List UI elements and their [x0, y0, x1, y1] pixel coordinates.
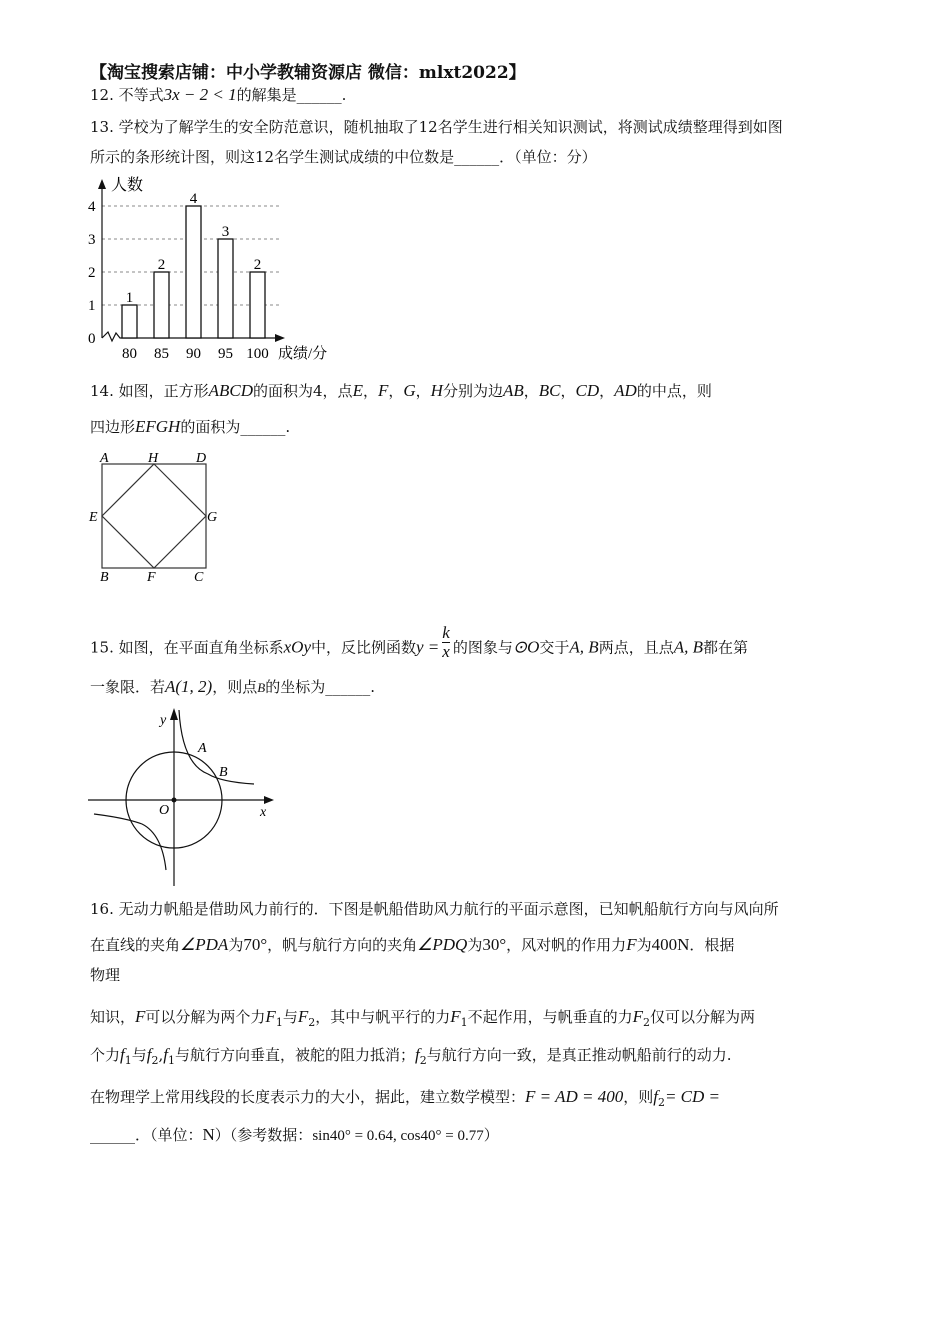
- label-b: B: [219, 765, 228, 780]
- q16-line6: [90, 1086, 720, 1114]
- q16-text: ，其中与帆平行的力: [315, 1008, 451, 1026]
- y-tick-label: 3: [88, 232, 96, 248]
- bar: [250, 272, 265, 338]
- q14-cd: CD: [575, 381, 600, 400]
- q13-line2: 所示的条形统计图，则这12名学生测试成绩的中位数是______．（单位：分）: [90, 148, 597, 166]
- q15-ab: A, B: [569, 637, 599, 657]
- q15-text: 的图象与: [452, 638, 513, 657]
- q14-f: F: [377, 381, 389, 400]
- label-e: E: [89, 510, 98, 525]
- q14-e: E: [352, 381, 363, 400]
- bar-chart: [85, 175, 365, 365]
- q16-sub: 2: [657, 1096, 665, 1109]
- q15-text: 的坐标为______.: [265, 678, 375, 696]
- y-axis-arrow: [170, 708, 178, 720]
- q16-line3: 物理: [90, 966, 121, 984]
- q16-sub: 1: [124, 1054, 132, 1067]
- q14-text: 的面积为4，点: [253, 382, 353, 400]
- q15-text: ，则点: [212, 678, 258, 696]
- q16-text: 为: [467, 936, 483, 954]
- q15-xoy: xOy: [283, 637, 311, 657]
- q12-suffix: 的解集是______.: [236, 86, 347, 104]
- x-tick-labels: [122, 346, 269, 362]
- q16-pdq: ∠PDQ: [417, 935, 468, 954]
- data-label: 2: [253, 257, 262, 273]
- label-f: F: [147, 570, 156, 585]
- label-y: y: [160, 713, 167, 728]
- q16-text: ，则: [623, 1088, 654, 1106]
- q14-text: 的面积为______.: [180, 418, 291, 436]
- q16-sub: 2: [151, 1054, 159, 1067]
- q16-pda: ∠PDA: [180, 935, 229, 954]
- q15-text: 交于: [539, 638, 570, 657]
- data-label: 2: [157, 257, 166, 273]
- q16-text: 可以分解为两个力: [145, 1008, 266, 1026]
- q16-text: 在物理学上常用线段的长度表示力的大小，据此，建立数学模型：: [90, 1088, 526, 1106]
- q14-sep: ，: [362, 382, 378, 400]
- q16-f2: F: [297, 1007, 309, 1026]
- bar: [186, 206, 201, 338]
- q16-sub: 1: [275, 1016, 283, 1029]
- square-diagram: [86, 448, 226, 588]
- q16-text: 与航行方向一致，是真正推动帆船前行的动力.: [426, 1046, 732, 1064]
- header-banner: 【淘宝搜索店铺：中小学教辅资源店 微信：mlxt2022】: [90, 63, 526, 83]
- q12-expression: 3x − 2 < 1: [163, 85, 237, 104]
- q16-f1s: f: [120, 1045, 125, 1064]
- label-h: H: [148, 451, 159, 466]
- y-tick-label: 4: [88, 199, 96, 215]
- label-c: C: [194, 570, 204, 585]
- q14-text: 的中点，则: [636, 382, 712, 400]
- q16-text: ）（参考数据：: [214, 1126, 313, 1144]
- q14-text: 四边形: [90, 418, 136, 436]
- q15-y: y =: [416, 637, 440, 657]
- q14-sep: ，: [560, 382, 576, 400]
- q16-text: 仅可以分解为两: [650, 1008, 756, 1026]
- q14-sep: ，: [415, 382, 431, 400]
- q16-line2: [90, 934, 734, 956]
- q16-f: F: [626, 935, 637, 954]
- q16-text: 与航行方向垂直，被舵的阻力抵消；: [175, 1046, 416, 1064]
- q14-sep: ，: [388, 382, 404, 400]
- q16-text: 与: [282, 1008, 298, 1026]
- q15-k: k: [442, 623, 450, 642]
- q14-sep: ，: [599, 382, 615, 400]
- q15-text: 中，反比例函数: [311, 638, 417, 657]
- q16-cd: = CD =: [664, 1087, 721, 1106]
- q16-f2s: f: [653, 1087, 658, 1106]
- q15-b: B: [257, 680, 266, 695]
- bar: [122, 305, 137, 338]
- q16-text: ，帆与航行方向的夹角: [267, 936, 418, 954]
- q16-model: F = AD = 400: [525, 1087, 624, 1106]
- q16-sub: 2: [308, 1016, 316, 1029]
- q16-text: 知识，: [90, 1008, 136, 1026]
- q16-text: 个力: [90, 1046, 121, 1064]
- x-axis-arrow: [264, 796, 274, 804]
- q15-x: x: [442, 642, 450, 661]
- q16-f1: F: [265, 1007, 276, 1026]
- q16-text: 不起作用，与帆垂直的力: [467, 1008, 633, 1026]
- q12-prefix: 12. 不等式: [90, 86, 164, 104]
- q16-text: ______．（单位：: [90, 1126, 203, 1144]
- q16-text: 与: [131, 1046, 147, 1064]
- q15-text: 15. 如图，在平面直角坐标系: [90, 638, 284, 657]
- bars: [122, 206, 265, 338]
- q16-sub: 1: [460, 1016, 468, 1029]
- q16-text: ）: [483, 1126, 499, 1144]
- q14-text: 14. 如图，正方形: [90, 382, 209, 400]
- y-axis-label: 人数: [111, 177, 144, 194]
- q16-f2s: f: [146, 1045, 152, 1064]
- q16-70: 70°: [243, 935, 268, 954]
- q14-abcd: ABCD: [208, 381, 254, 400]
- y-tick-label: 2: [88, 265, 96, 281]
- q16-line1: 16. 无动力帆船是借助风力前行的．下图是帆船借助风力航行的平面示意图，已知帆船航行方向与风向所: [90, 900, 779, 918]
- q16-400n: 400N: [651, 935, 690, 954]
- q16-sub: 2: [419, 1054, 427, 1067]
- q14-ab: AB: [502, 381, 524, 400]
- q14-line2: [90, 416, 290, 438]
- q16-30: 30°: [482, 935, 507, 954]
- q14-text: 分别为边: [442, 382, 503, 400]
- q15-fraction: [442, 624, 450, 661]
- q16-text: 为: [228, 936, 244, 954]
- q15-text: 两点，且点: [598, 638, 674, 657]
- x-tick-label: 100: [246, 346, 269, 362]
- x-tick-label: 95: [218, 346, 233, 362]
- q15-line2: [90, 676, 375, 699]
- q14-sep: ，: [523, 382, 539, 400]
- label-a: A: [198, 741, 207, 756]
- x-tick-label: 85: [154, 346, 169, 362]
- quad-efgh: [102, 464, 206, 568]
- x-axis-label: 成绩/分: [278, 346, 328, 362]
- question-12: [90, 84, 346, 106]
- data-label: 1: [125, 290, 134, 306]
- q16-sub: 2: [643, 1016, 651, 1029]
- q16-f2: F: [632, 1007, 644, 1026]
- q16-text: 为: [636, 936, 652, 954]
- data-label: 3: [221, 224, 230, 240]
- q15-circle: ⊙O: [512, 637, 540, 657]
- y-axis-arrow: [98, 179, 106, 189]
- q16-text: ．根据: [689, 936, 735, 954]
- q14-h: H: [430, 381, 443, 400]
- y-tick-label: 0: [88, 331, 96, 347]
- q16-line4: [90, 1006, 755, 1034]
- q15-ab: A, B: [673, 637, 703, 657]
- q16-ref: sin40° = 0.64, cos40° = 0.77: [312, 1128, 484, 1144]
- origin-point: [172, 798, 177, 803]
- q15-a12: A(1, 2): [165, 677, 213, 696]
- bar: [154, 272, 169, 338]
- q16-line7: [90, 1124, 499, 1147]
- y-tick-labels: [88, 199, 96, 347]
- q16-text: ，风对帆的作用力: [506, 936, 627, 954]
- y-tick-label: 1: [88, 298, 96, 314]
- q14-line1: [90, 380, 712, 402]
- q14-ad: AD: [614, 381, 637, 400]
- q16-n: N: [202, 1125, 215, 1144]
- hyperbola-branch-2: [94, 814, 166, 870]
- q16-f1: F: [450, 1007, 461, 1026]
- q14-bc: BC: [538, 381, 561, 400]
- x-axis-arrow: [275, 334, 285, 342]
- q15-text: 都在第: [702, 638, 748, 657]
- q14-g: G: [403, 381, 416, 400]
- hyperbola-branch-1: [179, 710, 254, 784]
- q16-f1s: f: [163, 1045, 169, 1064]
- bar: [218, 239, 233, 338]
- q13-line1: 13. 学校为了解学生的安全防范意识，随机抽取了12名学生进行相关知识测试，将测试成绩整理得到如图: [90, 118, 783, 136]
- coordinate-diagram: [86, 704, 286, 889]
- q16-f: F: [135, 1007, 146, 1026]
- q15-line1: [90, 623, 748, 667]
- q16-sub: 1: [168, 1054, 176, 1067]
- square-abcd: [102, 464, 206, 568]
- q16-line5: 个力$f_1$与$f_2,f_1$与航行方向垂直，被舵的阻力抵消；$f_2$与航行方向一致，是真正推动帆船前行的动力.: [90, 1045, 732, 1067]
- label-a: A: [100, 451, 109, 466]
- q16-text: 在直线的夹角: [90, 936, 181, 954]
- label-g: G: [207, 510, 218, 525]
- q16-f2s: f: [415, 1045, 420, 1064]
- label-d: D: [196, 451, 207, 466]
- x-tick-label: 80: [122, 346, 137, 362]
- x-tick-label: 90: [186, 346, 201, 362]
- label-o: O: [159, 803, 170, 818]
- label-b: B: [100, 570, 109, 585]
- q14-efgh: EFGH: [135, 417, 181, 436]
- data-label: 4: [189, 191, 198, 207]
- q15-text: 一象限．若: [90, 678, 166, 696]
- label-x: x: [260, 805, 267, 820]
